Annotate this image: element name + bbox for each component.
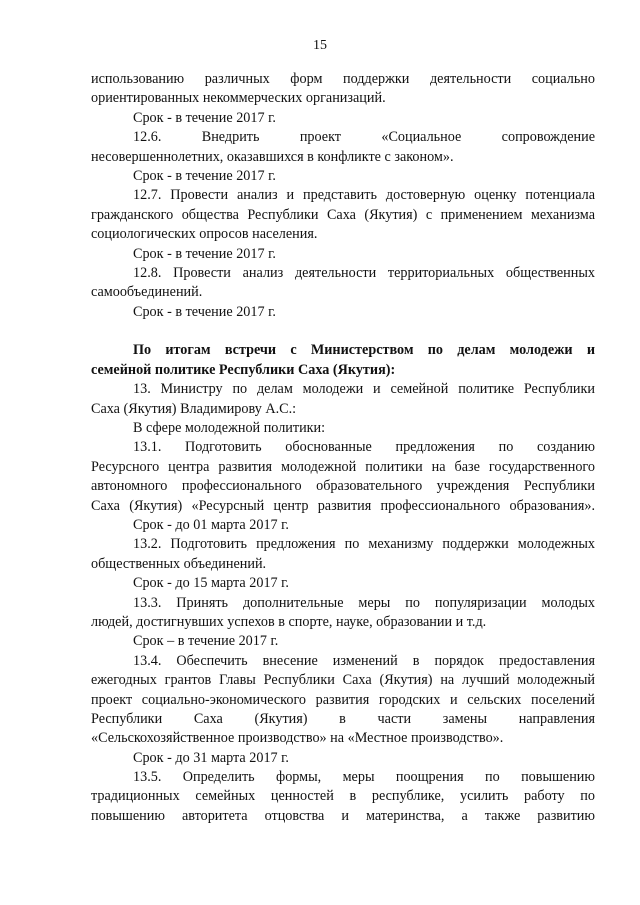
paragraph-gap: [91, 322, 595, 341]
text-line: традиционных семейных ценностей в республике, усилить работу по: [91, 788, 595, 805]
text-line: Срок - до 01 марта 2017 г.: [133, 516, 289, 533]
text-line: общественных объединений.: [91, 555, 267, 572]
text-line: 12.6. Внедрить проект «Социальное сопровождение: [133, 129, 595, 146]
text-line: несовершеннолетних, оказавшихся в конфликте с законом».: [91, 148, 454, 165]
document-body: [91, 70, 595, 826]
text-line: 13.2. Подготовить предложения по механизму поддержки молодежных: [133, 536, 595, 553]
text-line: проект социально-экономического развития городских и сельских поселений: [91, 691, 595, 708]
text-line: Срок - до 31 марта 2017 г.: [133, 749, 289, 766]
text-line: 13. Министру по делам молодежи и семейной политике Республики: [133, 381, 595, 398]
text-line: повышению авторитета отцовства и материнства, а также развитию: [91, 807, 595, 824]
text-line: Срок – в течение 2017 г.: [133, 633, 279, 650]
page-number: 15: [313, 38, 327, 53]
text-line: использованию различных форм поддержки деятельности социально: [91, 71, 595, 87]
text-line: В сфере молодежной политики:: [133, 420, 326, 437]
text-line: ежегодных грантов Главы Республики Саха (Якутия) на лучший молодежный: [91, 672, 595, 689]
text-line: автономного профессионального образовательного учреждения Республики: [91, 478, 595, 495]
text-line: людей, достигнувших успехов в спорте, науке, образовании и т.д.: [91, 613, 487, 630]
text-line: Срок - в течение 2017 г.: [133, 167, 276, 184]
text-line: 13.4. Обеспечить внесение изменений в порядок предоставления: [133, 652, 595, 669]
text-line: 13.3. Принять дополнительные меры по популяризации молодых: [133, 594, 595, 611]
text-line: Срок - до 15 марта 2017 г.: [133, 575, 289, 592]
text-line: гражданского общества Республики Саха (Якутия) с применением механизма: [91, 206, 595, 223]
section-heading-line: семейной политике Республики Саха (Якутия):: [91, 361, 396, 378]
text-line: 13.5. Определить формы, меры поощрения по повышению: [133, 769, 595, 786]
text-line: Срок - в течение 2017 г.: [133, 245, 276, 262]
text-line: самообъединений.: [91, 284, 203, 301]
text-line: Ресурсного центра развития молодежной политики на базе государственного: [91, 458, 595, 475]
text-line: Срок - в течение 2017 г.: [133, 109, 276, 126]
text-line: 12.8. Провести анализ деятельности территориальных общественных: [133, 264, 595, 281]
text-line: 12.7. Провести анализ и представить достоверную оценку потенциала: [133, 187, 595, 204]
section-heading-line: По итогам встречи с Министерством по делам молодежи и: [133, 342, 595, 359]
text-line: Срок - в течение 2017 г.: [133, 303, 276, 320]
text-line: 13.1. Подготовить обоснованные предложения по созданию: [133, 439, 595, 456]
text-line: Саха (Якутия) Владимирову А.С.:: [91, 400, 297, 417]
text-line: ориентированных некоммерческих организаций.: [91, 90, 386, 107]
text-line: социологических опросов населения.: [91, 226, 318, 243]
text-line: Саха (Якутия) «Ресурсный центр развития профессионального образования».: [91, 497, 595, 514]
text-line: «Сельскохозяйственное производство» на «Местное производство».: [91, 730, 504, 747]
text-line: Республики Саха (Якутия) в части замены направления: [91, 710, 595, 727]
